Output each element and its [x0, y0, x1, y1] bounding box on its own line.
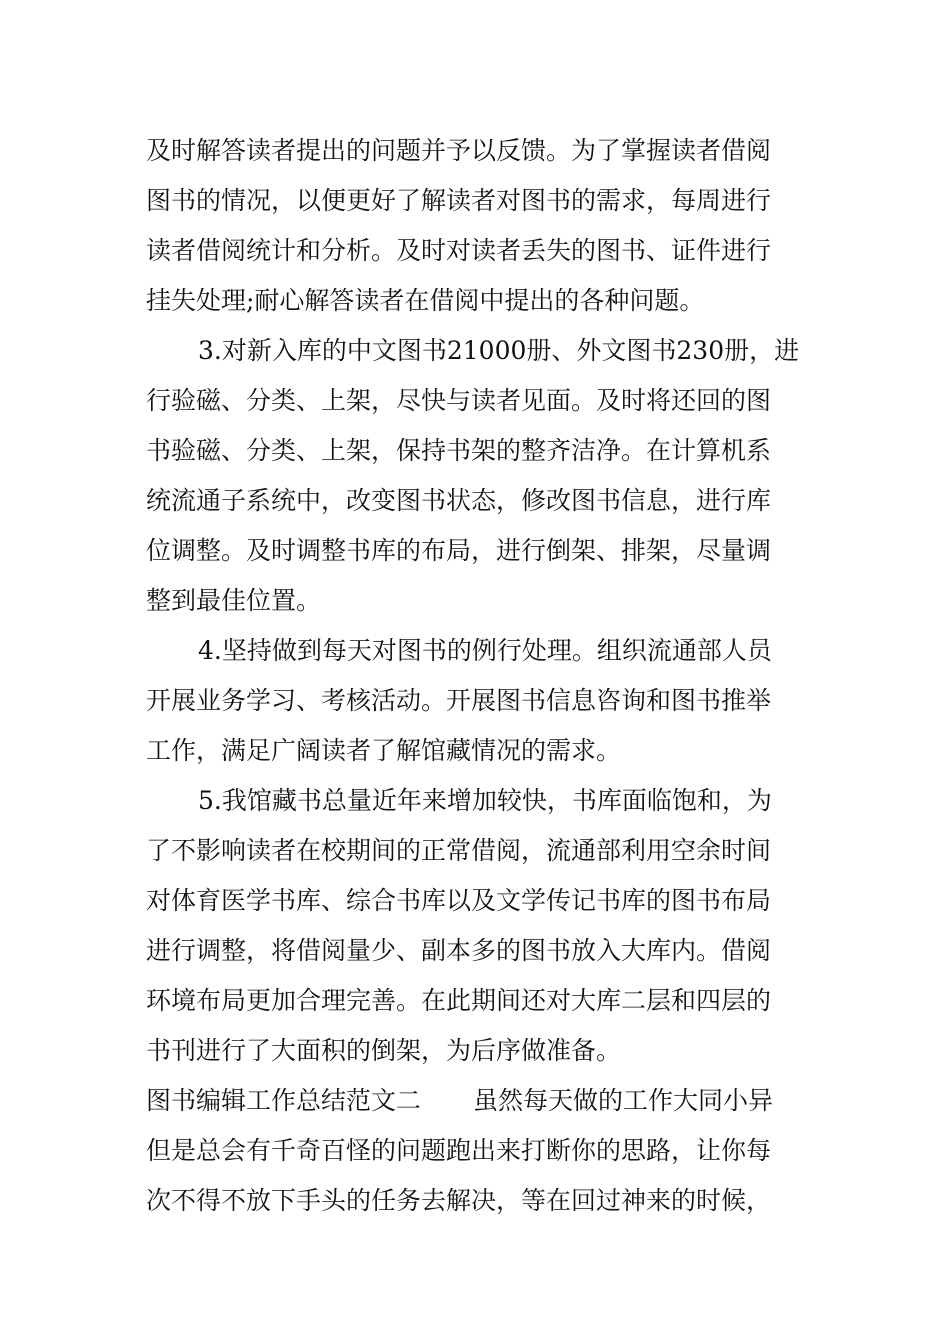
- document-body: [146, 126, 810, 1226]
- list-item-4-first-line: 4.坚持做到每天对图书的例行处理。组织流通部人员: [198, 636, 772, 665]
- text-line: 行验磁、分类、上架，尽快与读者见面。及时将还回的图: [146, 386, 772, 415]
- text-line: 次不得不放下手头的任务去解决，等在回过神来的时候，: [146, 1186, 772, 1215]
- text-line: 统流通子系统中，改变图书状态，修改图书信息，进行库: [146, 486, 772, 515]
- text-line: 进行调整，将借阅量少、副本多的图书放入大库内。借阅: [146, 936, 772, 965]
- section-first-text: 虽然每天做的工作大同小异: [473, 1086, 774, 1115]
- text-line: 及时解答读者提出的问题并予以反馈。为了掌握读者借阅: [146, 136, 772, 165]
- text-line: 位调整。及时调整书库的布局，进行倒架、排架，尽量调: [146, 536, 772, 565]
- text-line: 图书的情况，以便更好了解读者对图书的需求，每周进行: [146, 186, 772, 215]
- text-line: 工作，满足广阔读者了解馆藏情况的需求。: [146, 736, 622, 765]
- section-heading-line: [146, 1076, 810, 1126]
- list-item-5-first-line: 5.我馆藏书总量近年来增加较快，书库面临饱和，为: [198, 786, 772, 815]
- text-line: 书验磁、分类、上架，保持书架的整齐洁净。在计算机系: [146, 436, 772, 465]
- text-line: 读者借阅统计和分析。及时对读者丢失的图书、证件进行: [146, 236, 772, 265]
- list-item-3-first-line: 3.对新入库的中文图书21000册、外文图书230册，进: [198, 336, 800, 365]
- text-line: 环境布局更加合理完善。在此期间还对大库二层和四层的: [146, 986, 772, 1015]
- text-line: 但是总会有千奇百怪的问题跑出来打断你的思路，让你每: [146, 1136, 772, 1165]
- text-line: 整到最佳位置。: [146, 586, 322, 615]
- section-heading: 图书编辑工作总结范文二: [146, 1086, 422, 1115]
- text-line: 对体育医学书库、综合书库以及文学传记书库的图书布局: [146, 886, 772, 915]
- text-line: 开展业务学习、考核活动。开展图书信息咨询和图书推举: [146, 686, 772, 715]
- text-line: 书刊进行了大面积的倒架，为后序做准备。: [146, 1036, 622, 1065]
- text-line: 挂失处理;耐心解答读者在借阅中提出的各种问题。: [146, 286, 705, 315]
- text-line: 了不影响读者在校期间的正常借阅，流通部利用空余时间: [146, 836, 772, 865]
